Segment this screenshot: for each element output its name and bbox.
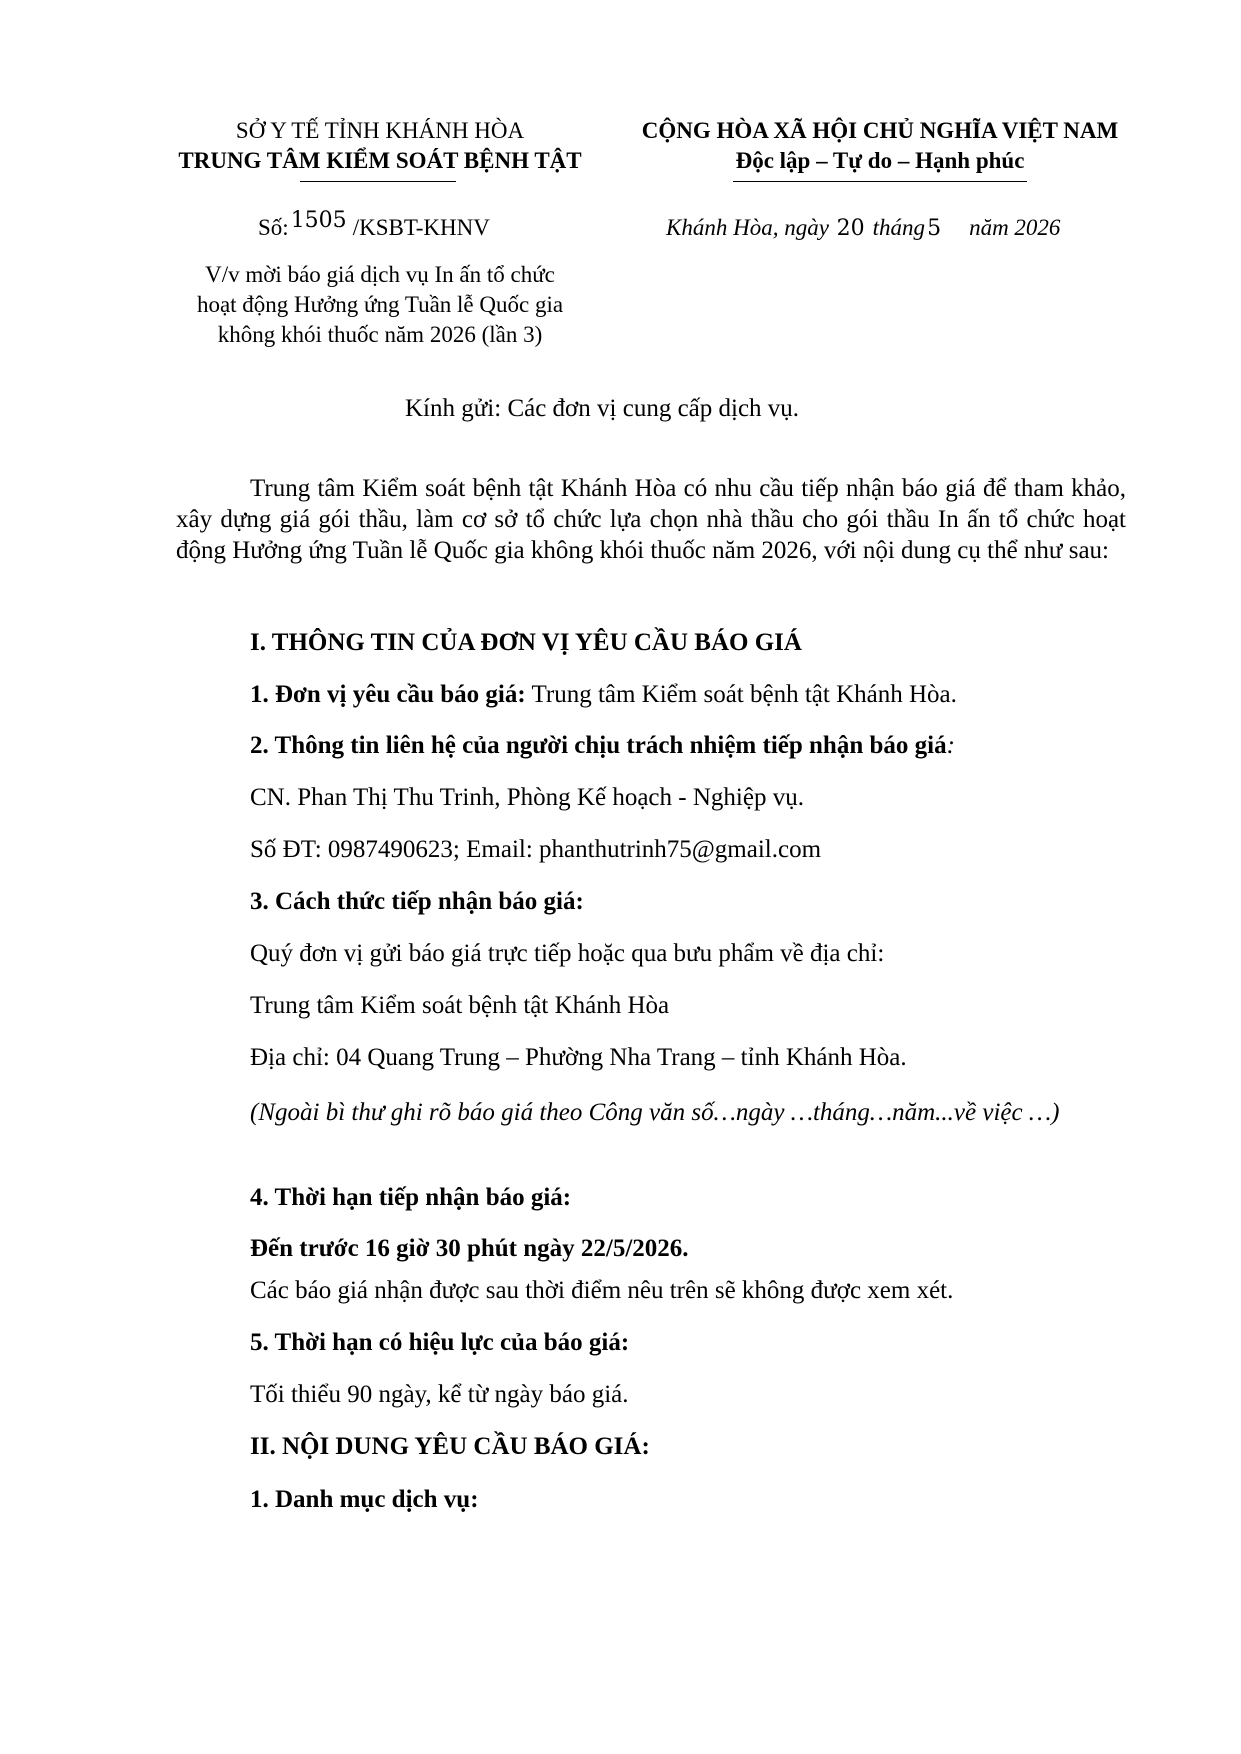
section-2-item-1-label: 1. Danh mục dịch vụ: (250, 1486, 479, 1513)
year-label: năm 2026 (969, 215, 1061, 240)
item-2-label: 2. Thông tin liên hệ của người chịu trách nhiệm tiếp nhận báo giá (250, 732, 947, 759)
envelope-note: (Ngoài bì thư ghi rõ báo giá theo Công văn số…ngày …tháng…năm...về việc …) (250, 1099, 1060, 1126)
subject-line-1: V/v mời báo giá dịch vụ In ấn tổ chức (205, 262, 555, 287)
validity: Tối thiểu 90 ngày, kể từ ngày báo giá. (250, 1381, 629, 1408)
national-motto: Độc lập – Tự do – Hạnh phúc (735, 148, 1025, 173)
month-label: tháng (872, 215, 926, 240)
item-4-label: 4. Thời hạn tiếp nhận báo giá: (250, 1184, 572, 1211)
handwritten-month: 5 (927, 216, 942, 241)
number-suffix: /KSBT-KHNV (352, 215, 490, 240)
issuing-agency: SỞ Y TẾ TỈNH KHÁNH HÒA (235, 118, 525, 143)
item-1-label: 1. Đơn vị yêu cầu báo giá: (250, 681, 526, 708)
deadline: Đến trước 16 giờ 30 phút ngày 22/5/2026. (250, 1235, 689, 1262)
organization-name: Trung tâm Kiểm soát bệnh tật Khánh Hòa (250, 992, 670, 1019)
item-3-label: 3. Cách thức tiếp nhận báo giá: (250, 888, 584, 915)
handwritten-number: 1505 (290, 208, 347, 233)
right-header-underline (733, 181, 1027, 182)
intro-paragraph: Trung tâm Kiểm soát bệnh tật Khánh Hòa có nhu cầu tiếp nhận báo giá để tham khảo, xây dựng giá gói thầu, làm cơ sở tổ chức lựa chọn nhà thầu cho gói thầu In ấn tổ chức hoạt động Hưởng ứng Tuần lễ Quốc gia không khói thuốc năm 2026, với nội dung cụ thể như sau: (176, 475, 1126, 564)
recipient: Kính gửi: Các đơn vị cung cấp dịch vụ. (405, 395, 800, 422)
section-2-title: II. NỘI DUNG YÊU CẦU BÁO GIÁ: (250, 1433, 650, 1460)
document-number (258, 208, 490, 244)
nation-title: CỘNG HÒA XÃ HỘI CHỦ NGHĨA VIỆT NAM (641, 118, 1119, 143)
item-2-colon: : (946, 732, 955, 759)
address: Địa chỉ: 04 Quang Trung – Phường Nha Trang – tỉnh Khánh Hòa. (250, 1044, 907, 1071)
subject-line-2: hoạt động Hưởng ứng Tuần lễ Quốc gia (196, 292, 564, 317)
item-1 (250, 679, 957, 710)
item-2 (250, 730, 955, 761)
handwritten-day: 20 (836, 216, 865, 241)
item-1-value: Trung tâm Kiểm soát bệnh tật Khánh Hòa. (525, 681, 957, 708)
date-place-label: Khánh Hòa, ngày (666, 215, 829, 240)
late-note: Các báo giá nhận được sau thời điểm nêu trên sẽ không được xem xét. (250, 1277, 954, 1304)
issuing-center: TRUNG TÂM KIỂM SOÁT BỆNH TẬT (178, 148, 582, 173)
left-header-underline (300, 181, 456, 182)
contact-name: CN. Phan Thị Thu Trinh, Phòng Kế hoạch - Nghiệp vụ. (250, 784, 804, 811)
date-place (666, 213, 1060, 244)
number-prefix: Số: (258, 215, 289, 240)
item-5-label: 5. Thời hạn có hiệu lực của báo giá: (250, 1329, 630, 1356)
subject-line-3: không khói thuốc năm 2026 (lần 3) (217, 322, 543, 347)
section-1-title: I. THÔNG TIN CỦA ĐƠN VỊ YÊU CẦU BÁO GIÁ (250, 629, 802, 656)
method-text: Quý đơn vị gửi báo giá trực tiếp hoặc qua bưu phẩm về địa chỉ: (250, 940, 885, 967)
contact-phone-email: Số ĐT: 0987490623; Email: phanthutrinh75@gmail.com (250, 836, 822, 863)
